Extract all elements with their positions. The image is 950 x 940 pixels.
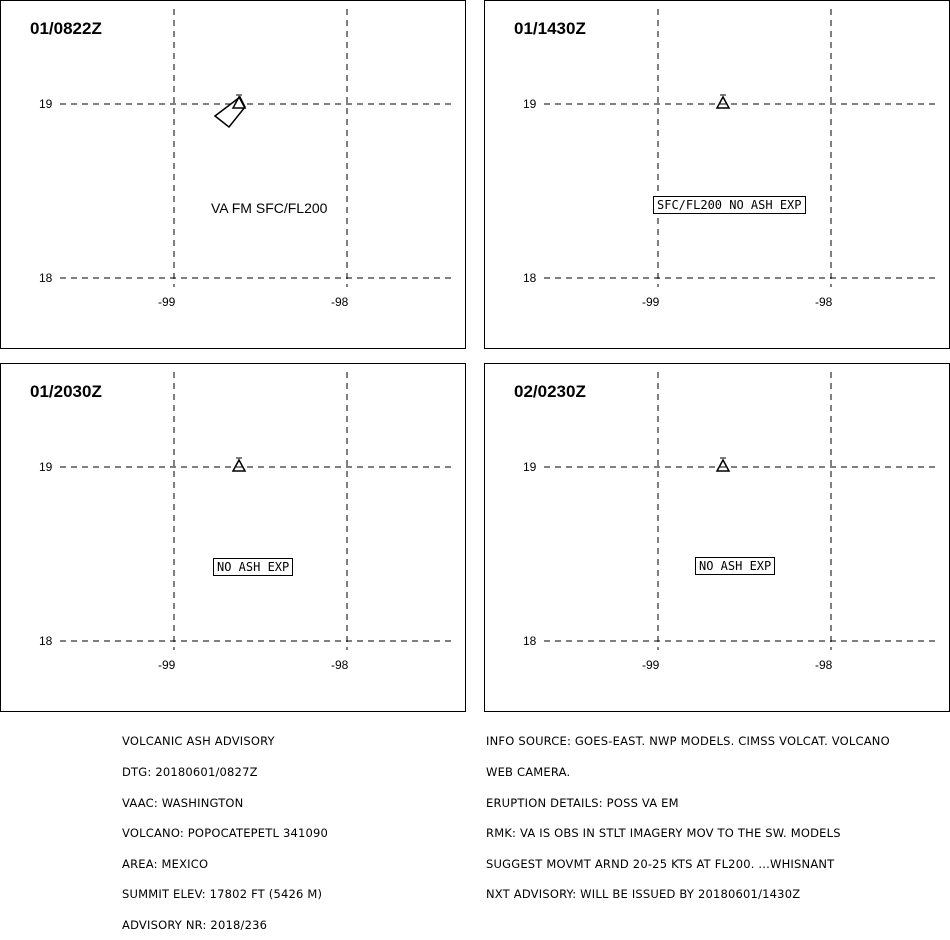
advisory-line: VOLCANIC ASH ADVISORY bbox=[122, 734, 275, 749]
panel-title: 01/2030Z bbox=[30, 382, 102, 401]
lat-label-18: 18 bbox=[523, 271, 537, 285]
map-grid bbox=[1, 1, 467, 350]
lon-label-98: -98 bbox=[815, 295, 833, 309]
advisory-line: INFO SOURCE: GOES-EAST. NWP MODELS. CIMSS VOLCAT. VOLCANO bbox=[486, 734, 890, 749]
lon-label-99: -99 bbox=[158, 295, 176, 309]
forecast-panel-3 bbox=[0, 363, 466, 712]
lat-label-19: 19 bbox=[39, 97, 53, 111]
lat-label-19: 19 bbox=[523, 97, 537, 111]
advisory-info-right bbox=[486, 716, 890, 910]
panel-title: 01/1430Z bbox=[514, 19, 586, 38]
advisory-line: VAAC: WASHINGTON bbox=[122, 795, 244, 810]
panel-title: 01/0822Z bbox=[30, 19, 102, 38]
lon-label-99: -99 bbox=[642, 295, 660, 309]
ash-level-label: NO ASH EXP bbox=[213, 558, 293, 576]
advisory-line: DTG: 20180601/0827Z bbox=[122, 765, 258, 779]
volcano-icon bbox=[233, 458, 245, 471]
advisory-line: RMK: VA IS OBS IN STLT IMAGERY MOV TO THE SW. MODELS bbox=[486, 826, 841, 841]
lon-label-99: -99 bbox=[158, 658, 176, 672]
map-grid bbox=[1, 364, 467, 713]
advisory-line: SUGGEST MOVMT ARND 20-25 KTS AT FL200. ...WHISNANT bbox=[486, 856, 835, 871]
forecast-panel-4 bbox=[484, 363, 950, 712]
ash-level-label: NO ASH EXP bbox=[695, 557, 775, 575]
advisory-line: ERUPTION DETAILS: POSS VA EM bbox=[486, 795, 679, 810]
lon-label-98: -98 bbox=[815, 658, 833, 672]
lon-label-99: -99 bbox=[642, 658, 660, 672]
volcano-icon bbox=[717, 95, 729, 108]
advisory-line: SUMMIT ELEV: 17802 FT (5426 M) bbox=[122, 887, 323, 902]
lat-label-18: 18 bbox=[39, 634, 53, 648]
map-grid bbox=[485, 364, 950, 713]
forecast-panel-1 bbox=[0, 0, 466, 349]
ash-level-label: SFC/FL200 NO ASH EXP bbox=[653, 196, 806, 214]
advisory-line: AREA: MEXICO bbox=[122, 856, 209, 871]
lon-label-98: -98 bbox=[331, 295, 349, 309]
forecast-panel-2 bbox=[484, 0, 950, 349]
advisory-line: VOLCANO: POPOCATEPETL 341090 bbox=[122, 826, 329, 841]
panel-title: 02/0230Z bbox=[514, 382, 586, 401]
map-grid bbox=[485, 1, 950, 350]
ash-plume-polygon bbox=[215, 97, 245, 127]
lon-label-98: -98 bbox=[331, 658, 349, 672]
lat-label-19: 19 bbox=[523, 460, 537, 474]
lat-label-18: 18 bbox=[39, 271, 53, 285]
advisory-line: ADVISORY NR: 2018/236 bbox=[122, 917, 268, 932]
ash-level-label: VA FM SFC/FL200 bbox=[211, 200, 328, 216]
volcano-icon bbox=[717, 458, 729, 471]
advisory-line: WEB CAMERA. bbox=[486, 765, 571, 779]
lat-label-19: 19 bbox=[39, 460, 53, 474]
advisory-line: NXT ADVISORY: WILL BE ISSUED BY 20180601/1430Z bbox=[486, 887, 801, 902]
lat-label-18: 18 bbox=[523, 634, 537, 648]
advisory-info-left bbox=[122, 716, 328, 940]
